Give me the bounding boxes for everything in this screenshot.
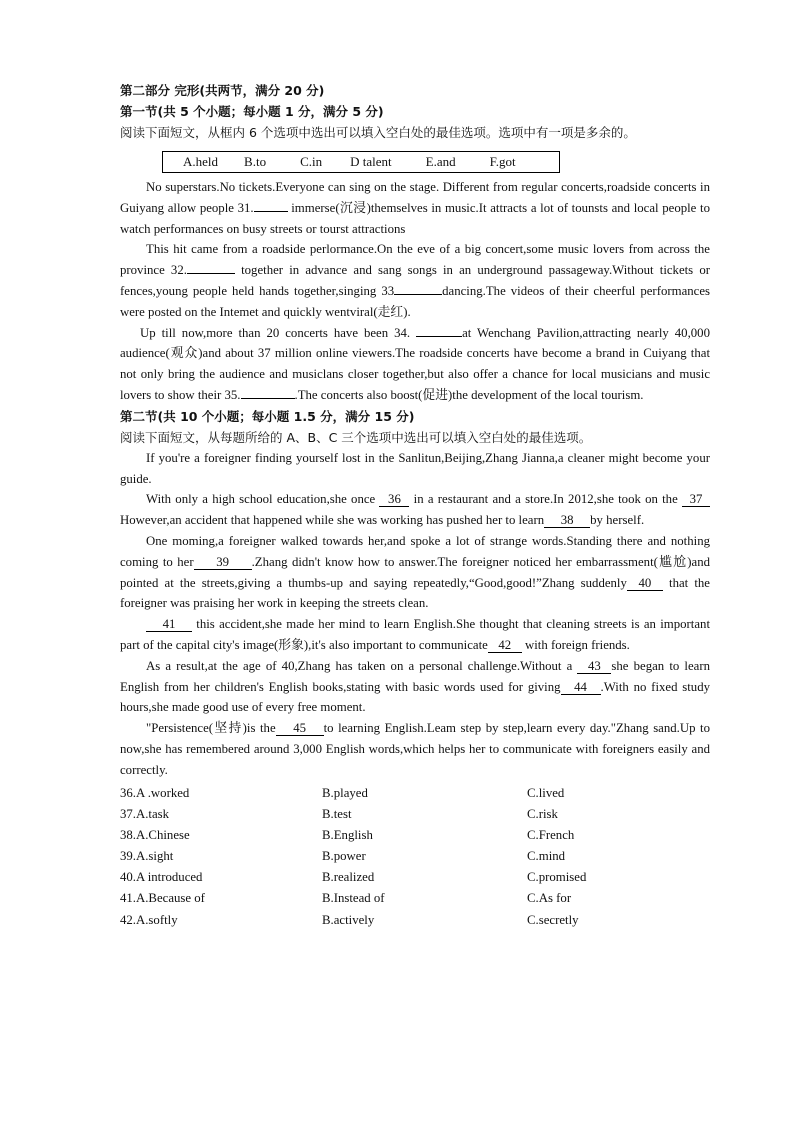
choice-row-41: 41.A.Because of B.Instead of C.As for <box>120 891 572 906</box>
choice-row-36: 36.A .worked B.played C.lived <box>120 785 565 800</box>
blank-36: 36 <box>379 492 409 507</box>
blank-44: 44 <box>561 680 601 695</box>
answer-choices <box>120 783 710 931</box>
option-b: B.to <box>244 154 267 169</box>
blank-32 <box>187 273 235 274</box>
s2-paragraph-6: "Persistence(坚持)is the 45 to learning English.Leam step by step,learn every day."Zhang sand.Up to now,she has remembered around 3,000 English words,which helps her to communicate with foreigners easily and correctly. <box>120 721 710 777</box>
blank-38: 38 <box>544 513 590 528</box>
option-e: E.and <box>425 154 456 169</box>
option-d: D talent <box>350 154 392 169</box>
s2-paragraph-5: As a result,at the age of 40,Zhang has taken on a personal challenge.Without a 43 she began to learn English from her children's English books,stating with basic words used for giving 44 .With no fixed study hours,she made good use of every free moment. <box>120 658 710 715</box>
s1-paragraph-2: This hit came from a roadside perlormance.On the eve of a big concert,some music lovers from across the province 32. together in advance and sang songs in an underground passageway.Without tickets or fences,young people held hands together,singing 33 dancing.The videos of their cheerful performances were posted on the Intemet and quickly wentviral(走红). <box>120 242 710 319</box>
blank-31 <box>254 211 288 212</box>
blank-34 <box>416 336 462 337</box>
blank-35 <box>241 398 295 399</box>
choice-row-37: 37.A.task B.test C.risk <box>120 806 558 821</box>
choice-row-38: 38.A.Chinese B.English C.French <box>120 827 575 842</box>
s1-paragraph-3: Up till now,more than 20 concerts have been 34. at Wenchang Pavilion,attracting nearly 40,000 audience(观众)and about 37 million online viewers.The roadside concerts have become a brand in Cuiyang that not only bring the audience and musiclans closer together,but also offer a chance for local musicians and music lovers to show their 35. .The concerts also boost(促进)the development of the local tourism. <box>120 325 710 402</box>
exam-page <box>120 80 710 931</box>
s2-paragraph-2: With only a high school education,she once 36 in a restaurant and a store.In 2012,she took on the 37 However,an accident that happened while she was working has pushed her to learn 38 by herself. <box>120 489 710 531</box>
blank-41: 41 <box>146 617 192 632</box>
blank-39: 39 <box>194 555 252 570</box>
section1-title: 第一节(共 5 个小题；每小题 1 分，满分 5 分) <box>120 104 384 119</box>
s2-paragraph-4: 41 this accident,she made her mind to learn English.She thought that cleaning streets is an important part of the capital city's image(形象),it's also important to communicate 42 with foreign friends. <box>120 617 710 652</box>
blank-33 <box>394 294 442 295</box>
option-f: F.got <box>489 154 516 169</box>
option-c: C.in <box>300 154 323 169</box>
section2-instruction: 阅读下面短文，从每题所给的 A、B、C 三个选项中选出可以填入空白处的最佳选项。 <box>120 429 592 445</box>
choice-row-42: 42.A.softly B.actively C.secretly <box>120 912 579 927</box>
s2-paragraph-3: One moming,a foreigner walked towards her,and spoke a lot of strange words.Standing there and nothing coming to her 39 .Zhang didn't know how to answer.The foreigner noticed her embarrassment(尴尬)and pointed at the streets,giving a thumbs-up and saying repeatedly,“Good,good!”Zhang suddenly 40 that the foreigner was praising her work in keeping the streets clean. <box>120 533 710 611</box>
part-title: 第二部分 完形(共两节，满分 20 分) <box>120 83 325 98</box>
s1-paragraph-1: No superstars.No tickets.Everyone can sing on the stage. Different from regular concerts,roadside concerts in Guiyang allow people 31. immerse(沉浸)themselves in music.It attracts a lot of tounsts and local people to watch performances on busy streets or tourst attractions <box>120 180 710 236</box>
section1-instruction: 阅读下面短文，从框内 6 个选项中选出可以填入空白处的最佳选项。选项中有一项是多余的。 <box>120 125 636 140</box>
blank-37: 37 <box>682 492 710 507</box>
choice-row-39: 39.A.sight B.power C.mind <box>120 849 566 864</box>
s2-paragraph-1: If you're a foreigner finding yourself lost in the Sanlitun,Beijing,Zhang Jianna,a cleaner might become your guide. <box>120 450 710 486</box>
option-box <box>162 151 560 173</box>
choice-row-40: 40.A introduced B.realized C.promised <box>120 870 587 885</box>
blank-40: 40 <box>627 576 663 591</box>
blank-43: 43 <box>577 659 611 674</box>
option-a: A.held <box>183 154 219 169</box>
section2-title: 第二节(共 10 个小题；每小题 1.5 分，满分 15 分) <box>120 408 415 424</box>
blank-42: 42 <box>488 638 522 653</box>
blank-45: 45 <box>276 721 324 736</box>
